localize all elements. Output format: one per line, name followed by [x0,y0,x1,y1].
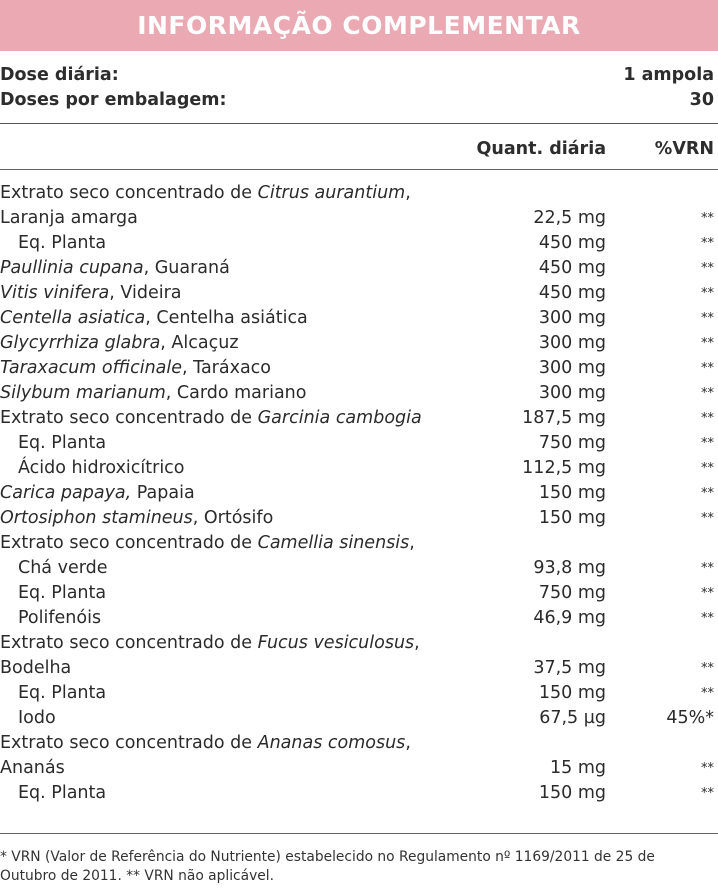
daily-quantity: 450 mg [538,258,606,278]
ingredient-latin-name: Ortosiphon stamineus [0,508,193,528]
table-row [0,481,718,506]
ingredient-text: , Taráxaco [182,358,272,378]
vrn-value: ** [701,611,714,626]
ingredient-text: , Cardo mariano [165,383,307,403]
column-header-vrn: %VRN [654,139,714,159]
footnote: * VRN (Valor de Referência do Nutriente) estabelecido no Regulamento nº 1169/2011 de 25 de Outubro de 2011. ** VRN não aplicável. [0,849,655,884]
vrn-value: ** [701,236,714,251]
ingredient-text: Bodelha [0,658,72,678]
table-row [0,456,718,481]
daily-quantity: 450 mg [538,283,606,303]
table-row [0,631,718,656]
ingredient-name [0,756,65,781]
divider-header [0,169,718,170]
table-row [0,281,718,306]
ingredient-name [18,606,101,631]
ingredient-text: , [409,533,415,553]
vrn-value: ** [701,311,714,326]
vrn-value: ** [701,336,714,351]
ingredient-name [0,356,271,381]
vrn-value: ** [701,411,714,426]
ingredient-text: , Ortósifo [192,508,274,528]
daily-dose-row [0,63,718,88]
ingredient-text: Ananás [0,758,65,778]
ingredient-text: , [405,733,411,753]
table-row [0,181,718,206]
vrn-value: ** [701,461,714,476]
vrn-value: ** [701,786,714,801]
ingredient-latin-name: Citrus aurantium [257,183,406,203]
table-row [0,306,718,331]
ingredient-name [0,281,182,306]
table-row [0,531,718,556]
ingredient-name [0,656,71,681]
table-row [0,406,718,431]
ingredient-latin-name: Glycyrrhiza glabra [0,333,161,353]
daily-quantity: 300 mg [538,333,606,353]
ingredient-text: Eq. Planta [18,683,107,703]
table-row [0,681,718,706]
daily-quantity: 22,5 mg [533,208,606,228]
ingredient-latin-name: Fucus vesiculosus [257,633,415,653]
divider-bottom [0,833,718,834]
ingredient-name [18,706,56,731]
table-row [0,781,718,806]
ingredient-name [0,631,420,656]
daily-quantity: 150 mg [538,508,606,528]
vrn-value: ** [701,586,714,601]
ingredient-name [0,306,308,331]
vrn-value: ** [701,661,714,676]
daily-quantity: 67,5 µg [539,708,606,728]
ingredient-name [18,456,185,481]
ingredient-text: Extrato seco concentrado de [0,533,258,553]
ingredient-text: , Guaraná [143,258,230,278]
divider-top [0,123,718,124]
ingredient-text: Eq. Planta [18,783,107,803]
ingredient-text: , [414,633,420,653]
ingredient-text: Extrato seco concentrado de [0,408,258,428]
ingredient-name [18,581,106,606]
ingredient-latin-name: Taraxacum officinale [0,358,183,378]
vrn-value: ** [701,511,714,526]
table-row [0,606,718,631]
ingredient-name [0,406,422,431]
ingredient-text: Papaia [131,483,195,503]
ingredient-name [18,681,106,706]
daily-quantity: 450 mg [538,233,606,253]
daily-quantity: 150 mg [538,783,606,803]
daily-quantity: 112,5 mg [522,458,606,478]
ingredient-latin-name: Garcinia cambogia [257,408,422,428]
vrn-value: ** [701,286,714,301]
table-row [0,506,718,531]
vrn-value: 45%* [666,708,714,728]
column-header-quantity: Quant. diária [476,139,606,159]
ingredient-text: , Alcaçuz [160,333,239,353]
ingredient-name [0,731,411,756]
ingredient-text: Extrato seco concentrado de [0,733,258,753]
table-row [0,431,718,456]
doses-per-pack-row [0,88,718,113]
vrn-value: ** [701,211,714,226]
vrn-value: ** [701,436,714,451]
ingredient-name [0,181,411,206]
vrn-value: ** [701,386,714,401]
ingredient-latin-name: Ananas comosus [257,733,406,753]
table-row [0,706,718,731]
daily-quantity: 93,8 mg [533,558,606,578]
ingredient-latin-name: Silybum marianum [0,383,166,403]
daily-quantity: 15 mg [550,758,606,778]
section-title-banner [0,0,718,51]
ingredient-latin-name: Carica papaya, [0,483,132,503]
ingredient-text: Ácido hidroxicítrico [18,458,185,478]
table-row [0,581,718,606]
table-row [0,656,718,681]
doses-per-pack-value: 30 [689,90,714,110]
ingredient-latin-name: Vitis vinifera [0,283,110,303]
table-row [0,381,718,406]
vrn-value: ** [701,361,714,376]
daily-quantity: 187,5 mg [522,408,606,428]
daily-quantity: 150 mg [538,683,606,703]
ingredient-name [0,381,306,406]
ingredient-text: , [405,183,411,203]
ingredient-latin-name: Centella asiatica [0,308,146,328]
ingredient-name [18,781,106,806]
ingredient-text: Eq. Planta [18,233,107,253]
ingredient-name [18,431,106,456]
ingredient-text: Chá verde [18,558,108,578]
vrn-value: ** [701,486,714,501]
ingredient-name [0,206,138,231]
ingredient-name [0,506,273,531]
doses-per-pack-label: Doses por embalagem: [0,90,227,110]
ingredient-text: , Videira [109,283,182,303]
ingredient-name [0,481,195,506]
daily-quantity: 750 mg [538,433,606,453]
daily-quantity: 37,5 mg [533,658,606,678]
daily-quantity: 46,9 mg [533,608,606,628]
ingredient-name [0,256,230,281]
vrn-value: ** [701,686,714,701]
ingredient-latin-name: Paullinia cupana [0,258,144,278]
daily-quantity: 150 mg [538,483,606,503]
ingredient-latin-name: Camellia sinensis [257,533,410,553]
table-row [0,256,718,281]
daily-quantity: 300 mg [538,308,606,328]
table-row [0,756,718,781]
ingredient-text: Eq. Planta [18,433,107,453]
daily-dose-value: 1 ampola [623,65,714,85]
vrn-value: ** [701,561,714,576]
ingredient-text: Eq. Planta [18,583,107,603]
table-row [0,356,718,381]
section-title: INFORMAÇÃO COMPLEMENTAR [137,11,581,40]
ingredient-name [0,531,415,556]
daily-quantity: 750 mg [538,583,606,603]
table-row [0,231,718,256]
ingredient-text: Iodo [18,708,56,728]
table-row [0,206,718,231]
ingredient-text: Laranja amarga [0,208,138,228]
daily-dose-label: Dose diária: [0,65,119,85]
ingredient-text: Extrato seco concentrado de [0,633,258,653]
table-row [0,556,718,581]
ingredients-table [0,181,718,806]
ingredient-name [18,231,106,256]
table-row [0,731,718,756]
ingredient-text: Polifenóis [18,608,102,628]
ingredient-text: Extrato seco concentrado de [0,183,258,203]
daily-quantity: 300 mg [538,358,606,378]
vrn-value: ** [701,261,714,276]
vrn-value: ** [701,761,714,776]
daily-quantity: 300 mg [538,383,606,403]
ingredient-name [18,556,107,581]
ingredient-text: , Centelha asiática [145,308,308,328]
table-row [0,331,718,356]
ingredient-name [0,331,239,356]
